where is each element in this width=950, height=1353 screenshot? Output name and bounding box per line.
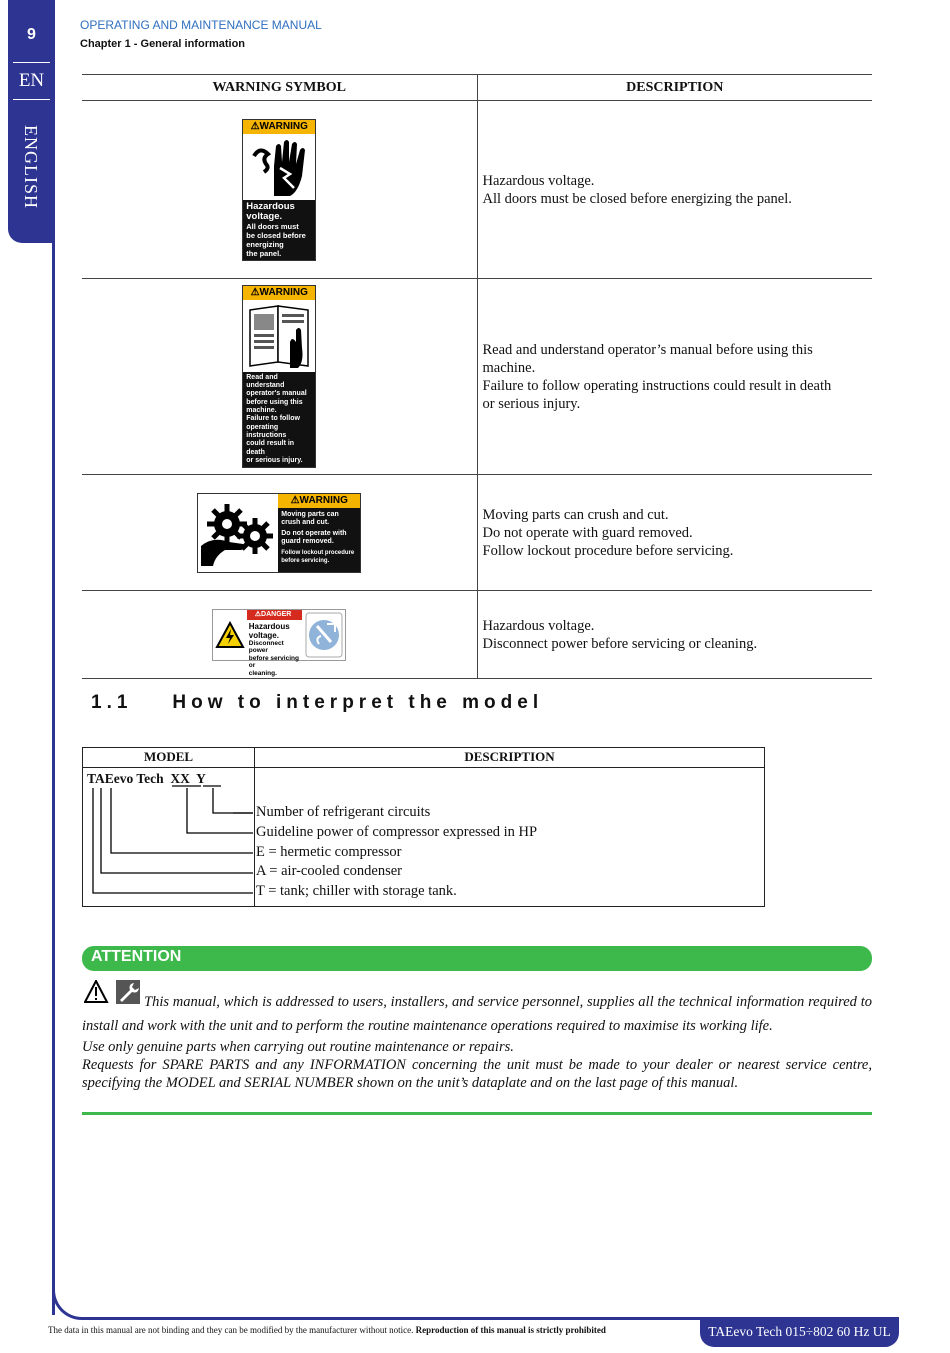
language-name: ENGLISH — [21, 125, 41, 209]
model-desc-line: Number of refrigerant circuits — [256, 804, 431, 820]
attention-paragraph: Use only genuine parts when carrying out routine maintenance or repairs. — [82, 1039, 514, 1055]
symbol-cell — [82, 591, 477, 679]
model-desc-line: A = air-cooled condenser — [256, 863, 402, 879]
chapter-title: Chapter 1 - General information — [80, 38, 246, 50]
description-cell: Moving parts can crush and cut. Do not operate with guard removed. Follow lockout procedure before servicing. — [477, 475, 872, 591]
gears-hand-icon — [198, 494, 278, 572]
col-header-description: DESCRIPTION — [464, 749, 555, 764]
sidebar-line — [52, 240, 55, 1315]
attention-bar — [82, 946, 872, 971]
symbol-cell — [82, 101, 477, 279]
description-cell: Hazardous voltage. Disconnect power before servicing or cleaning. — [477, 591, 872, 679]
manual-title: OPERATING AND MAINTENANCE MANUAL — [80, 18, 322, 32]
disconnect-power-icon — [302, 610, 345, 660]
danger-voltage-label: ⚠DANGER Hazardous voltage. Disconnect power before servicing or cleaning. — [212, 609, 346, 661]
section-title: How to interpret the model — [172, 692, 544, 713]
table-row — [82, 475, 872, 591]
electric-hazard-icon — [213, 610, 247, 660]
symbol-cell — [82, 475, 477, 591]
page-number: 9 — [27, 26, 36, 43]
attention-text — [82, 990, 872, 1092]
attention-paragraph: This manual, which is addressed to users, installers, and service personnel, supplies all the technical information required to install and work with the unit and to perform the routine maintenance operations required to maximise its working life. — [82, 994, 872, 1034]
read-manual-warning-label: ⚠WARNING Read and understand operator's manual before using this machine. Failure to follow operating instructions could result in death or serious injury. — [242, 285, 316, 468]
section-heading — [91, 692, 543, 714]
model-desc-line: Guideline power of compressor expressed in HP — [256, 824, 538, 840]
frame-corner — [52, 1280, 112, 1320]
moving-parts-warning-label: ⚠WARNING Moving parts can crush and cut. Do not operate with guard removed. Follow lockout procedure before servicing. — [197, 493, 361, 573]
table-row — [82, 101, 872, 279]
symbol-cell — [82, 279, 477, 475]
footer-model-range: TAEevo Tech 015÷802 60 Hz UL — [700, 1317, 899, 1347]
section-number: 1.1 — [91, 692, 133, 713]
model-desc-line: T = tank; chiller with storage tank. — [256, 883, 457, 899]
col-header-description: DESCRIPTION — [477, 75, 872, 101]
model-code: TAEevo Tech XX Y — [87, 771, 206, 786]
attention-label: ATTENTION — [91, 948, 182, 965]
footer-disclaimer: The data in this manual are not binding and they can be modified by the manufacturer without notice. Reproduction of this manual is strictly prohibited — [48, 1325, 606, 1335]
col-header-symbol: WARNING SYMBOL — [82, 75, 477, 101]
warning-symbols-table — [82, 74, 872, 679]
attention-paragraph: Requests for SPARE PARTS and any INFORMATION concerning the unit must be made to your dealer or nearest service centre, specifying the MODEL and SERIAL NUMBER shown on the unit’s dataplate and on the last page of this manual. — [82, 1057, 872, 1091]
attention-bottom-rule — [82, 1112, 872, 1115]
model-desc-line: E = hermetic compressor — [256, 844, 402, 860]
table-row — [82, 591, 872, 679]
hazardous-voltage-warning-label: ⚠WARNING Hazardous voltage. All doors must be closed before energizing the panel. — [242, 119, 316, 261]
manual-book-icon — [243, 300, 315, 372]
description-cell: Read and understand operator’s manual before using this machine. Failure to follow operating instructions could result in death or serious injury. — [477, 279, 872, 475]
col-header-model: MODEL — [143, 749, 194, 764]
model-code-table — [82, 747, 765, 907]
language-code: EN — [13, 62, 50, 100]
description-cell: Hazardous voltage. All doors must be closed before energizing the panel. — [477, 101, 872, 279]
hand-shock-icon — [243, 134, 315, 200]
table-row — [82, 279, 872, 475]
